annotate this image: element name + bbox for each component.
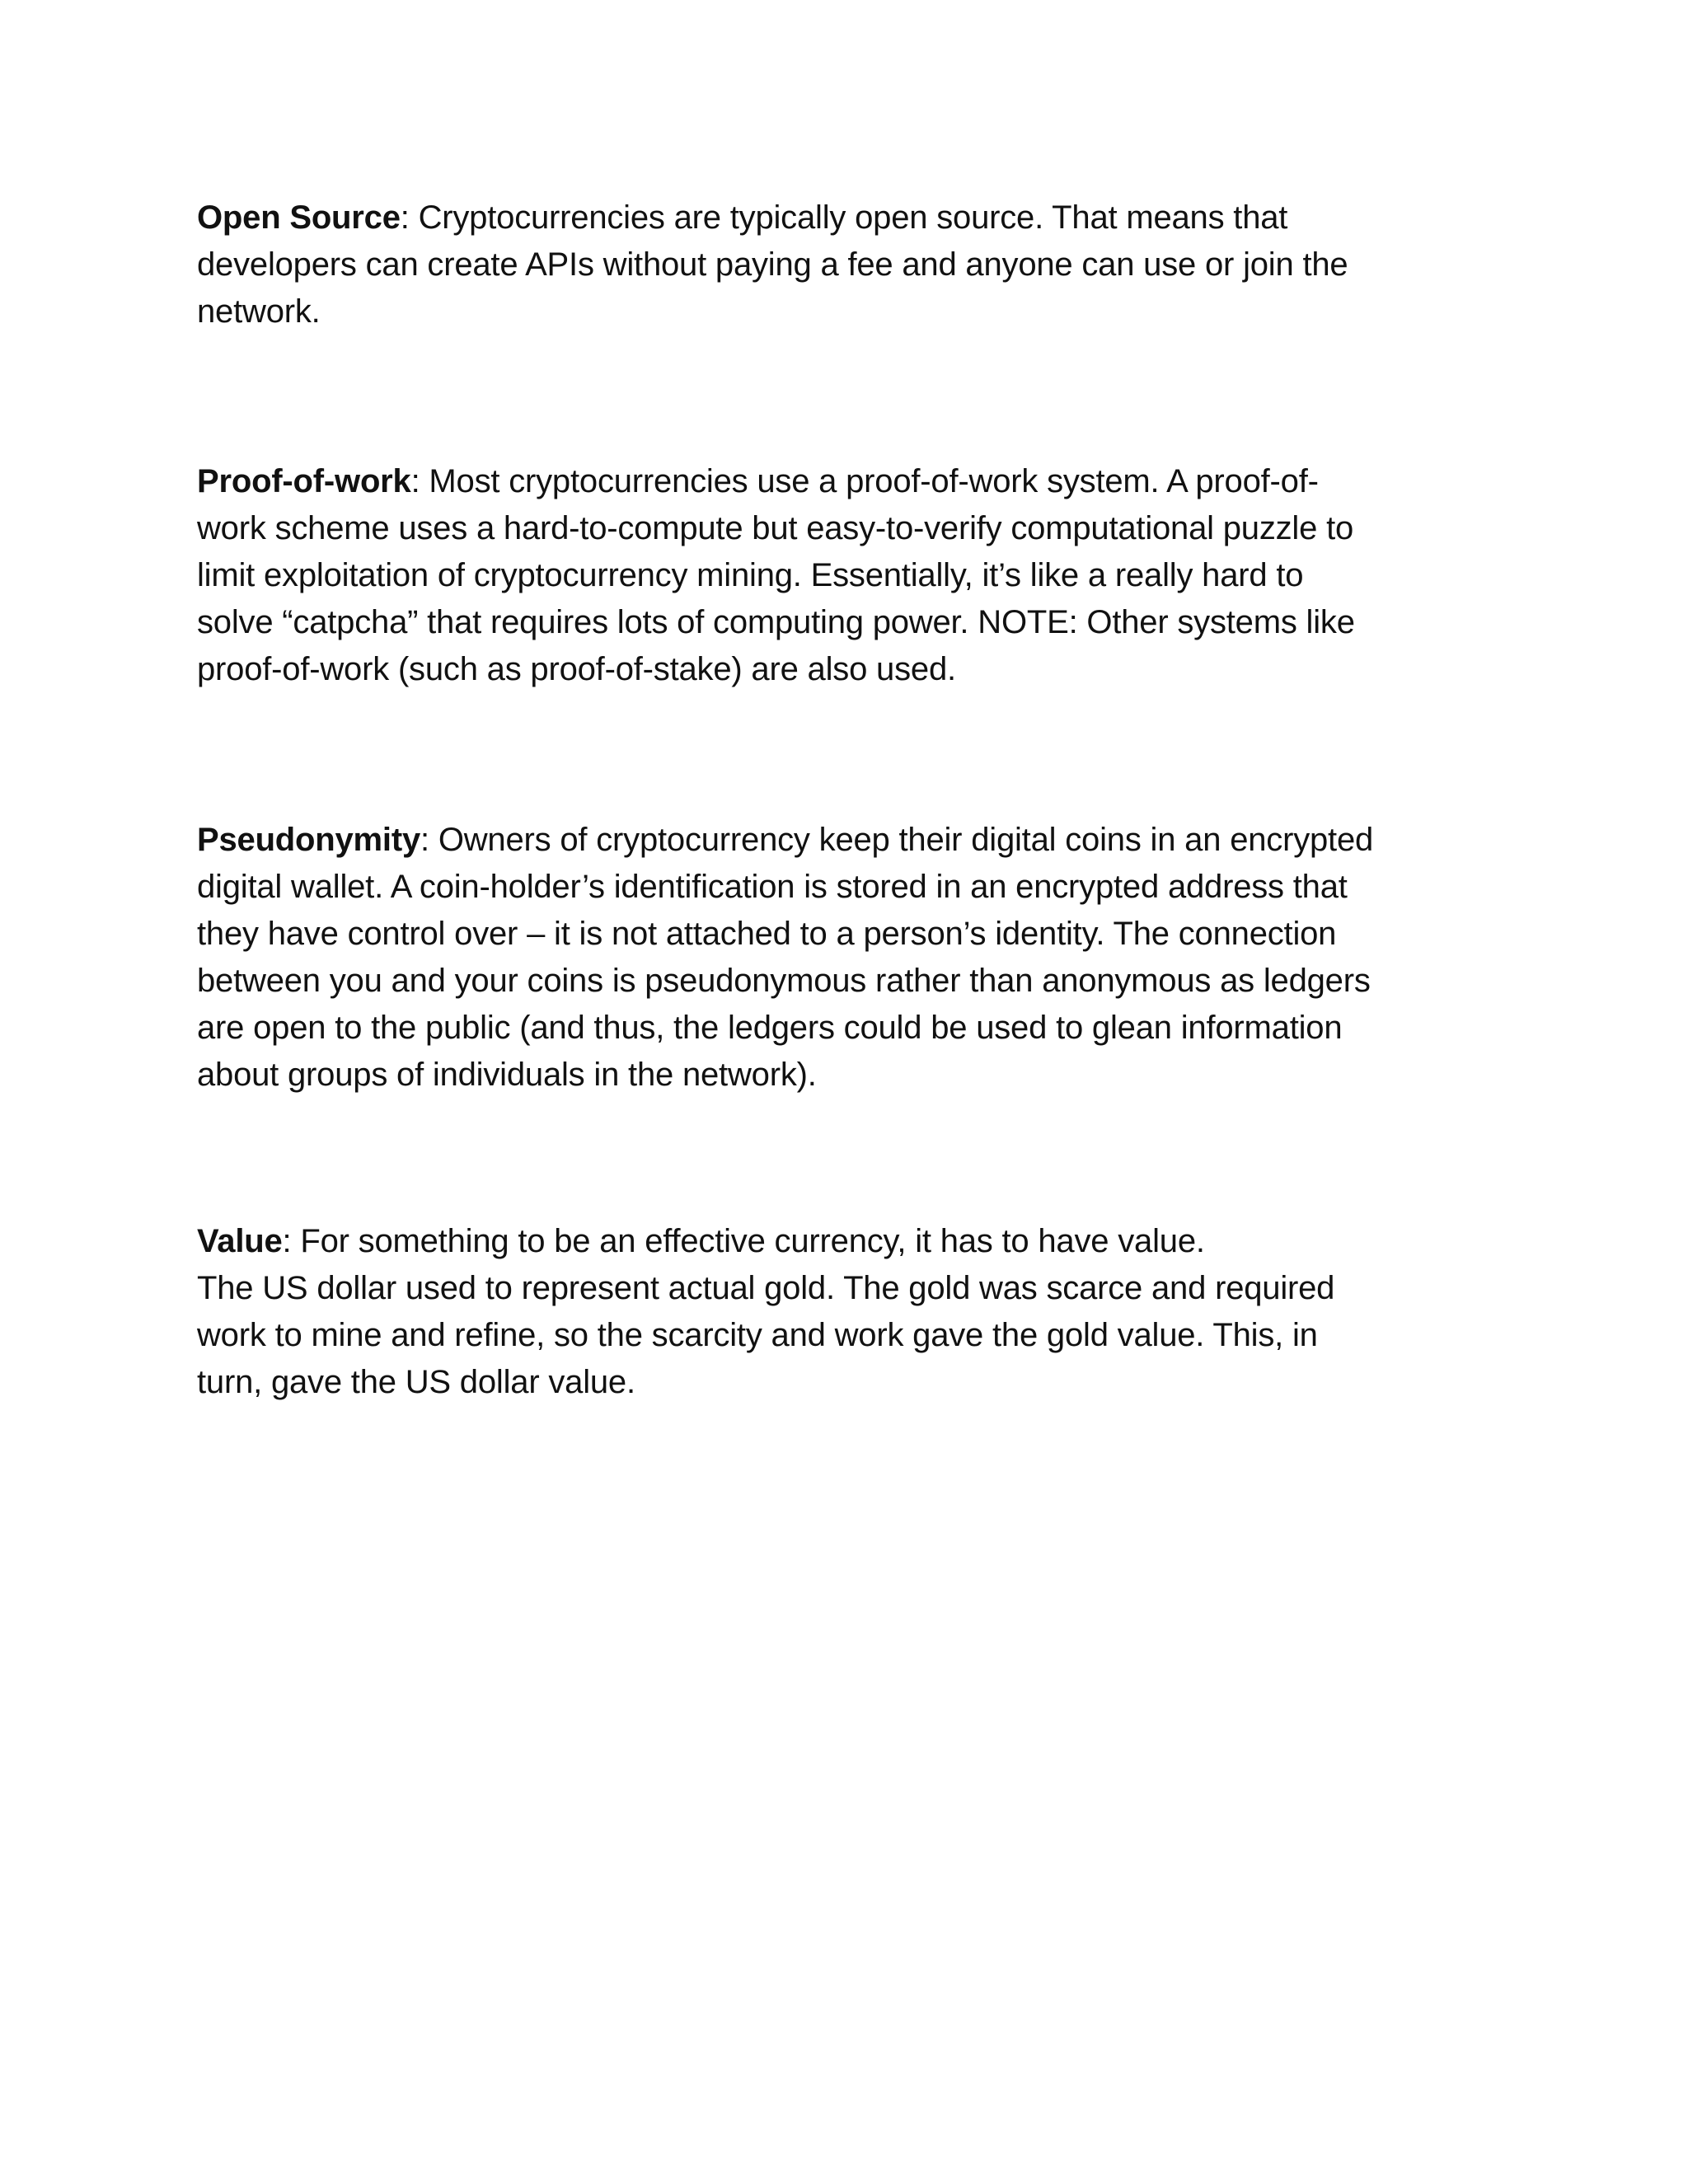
paragraph-line: developers can create APIs without paying a fee and anyone can use or join the	[197, 246, 1348, 283]
section-value	[197, 1218, 1483, 1406]
term-heading: Open Source	[197, 199, 401, 236]
paragraph-line: work to mine and refine, so the scarcity and work gave the gold value. This, in	[197, 1317, 1318, 1353]
term-heading: Pseudonymity	[197, 822, 420, 858]
paragraph-text: : Cryptocurrencies are typically open source. That means that	[400, 199, 1288, 236]
paragraph-text: : Most cryptocurrencies use a proof-of-work system. A proof-of-	[410, 463, 1319, 499]
paragraph-line	[197, 458, 1483, 505]
paragraph-line: digital wallet. A coin-holder’s identification is stored in an encrypted address that	[197, 869, 1348, 905]
paragraph-line: proof-of-work (such as proof-of-stake) are also used.	[197, 651, 956, 687]
paragraph-line	[197, 1218, 1483, 1265]
paragraph-line: solve “catpcha” that requires lots of computing power. NOTE: Other systems like	[197, 604, 1355, 640]
paragraph-line	[197, 817, 1483, 864]
paragraph-text: : For something to be an effective currency, it has to have value.	[282, 1223, 1205, 1259]
paragraph-line: network.	[197, 293, 321, 330]
paragraph-line: between you and your coins is pseudonymous rather than anonymous as ledgers	[197, 963, 1371, 999]
section-proof-of-work	[197, 458, 1483, 693]
term-heading: Proof-of-work	[197, 463, 411, 499]
paragraph-text: : Owners of cryptocurrency keep their digital coins in an encrypted	[420, 822, 1374, 858]
paragraph-line	[197, 194, 1483, 241]
paragraph-line: are open to the public (and thus, the ledgers could be used to glean information	[197, 1010, 1343, 1046]
term-heading: Value	[197, 1223, 283, 1259]
paragraph-line: turn, gave the US dollar value.	[197, 1364, 635, 1400]
paragraph-line: they have control over – it is not attached to a person’s identity. The connection	[197, 916, 1337, 952]
paragraph-line: work scheme uses a hard-to-compute but easy-to-verify computational puzzle to	[197, 510, 1354, 546]
section-pseudonymity	[197, 817, 1483, 1099]
section-open-source	[197, 194, 1483, 335]
paragraph-line: limit exploitation of cryptocurrency mining. Essentially, it’s like a really hard to	[197, 557, 1304, 593]
paragraph-line: The US dollar used to represent actual gold. The gold was scarce and required	[197, 1270, 1335, 1306]
paragraph-line: about groups of individuals in the network).	[197, 1057, 817, 1093]
